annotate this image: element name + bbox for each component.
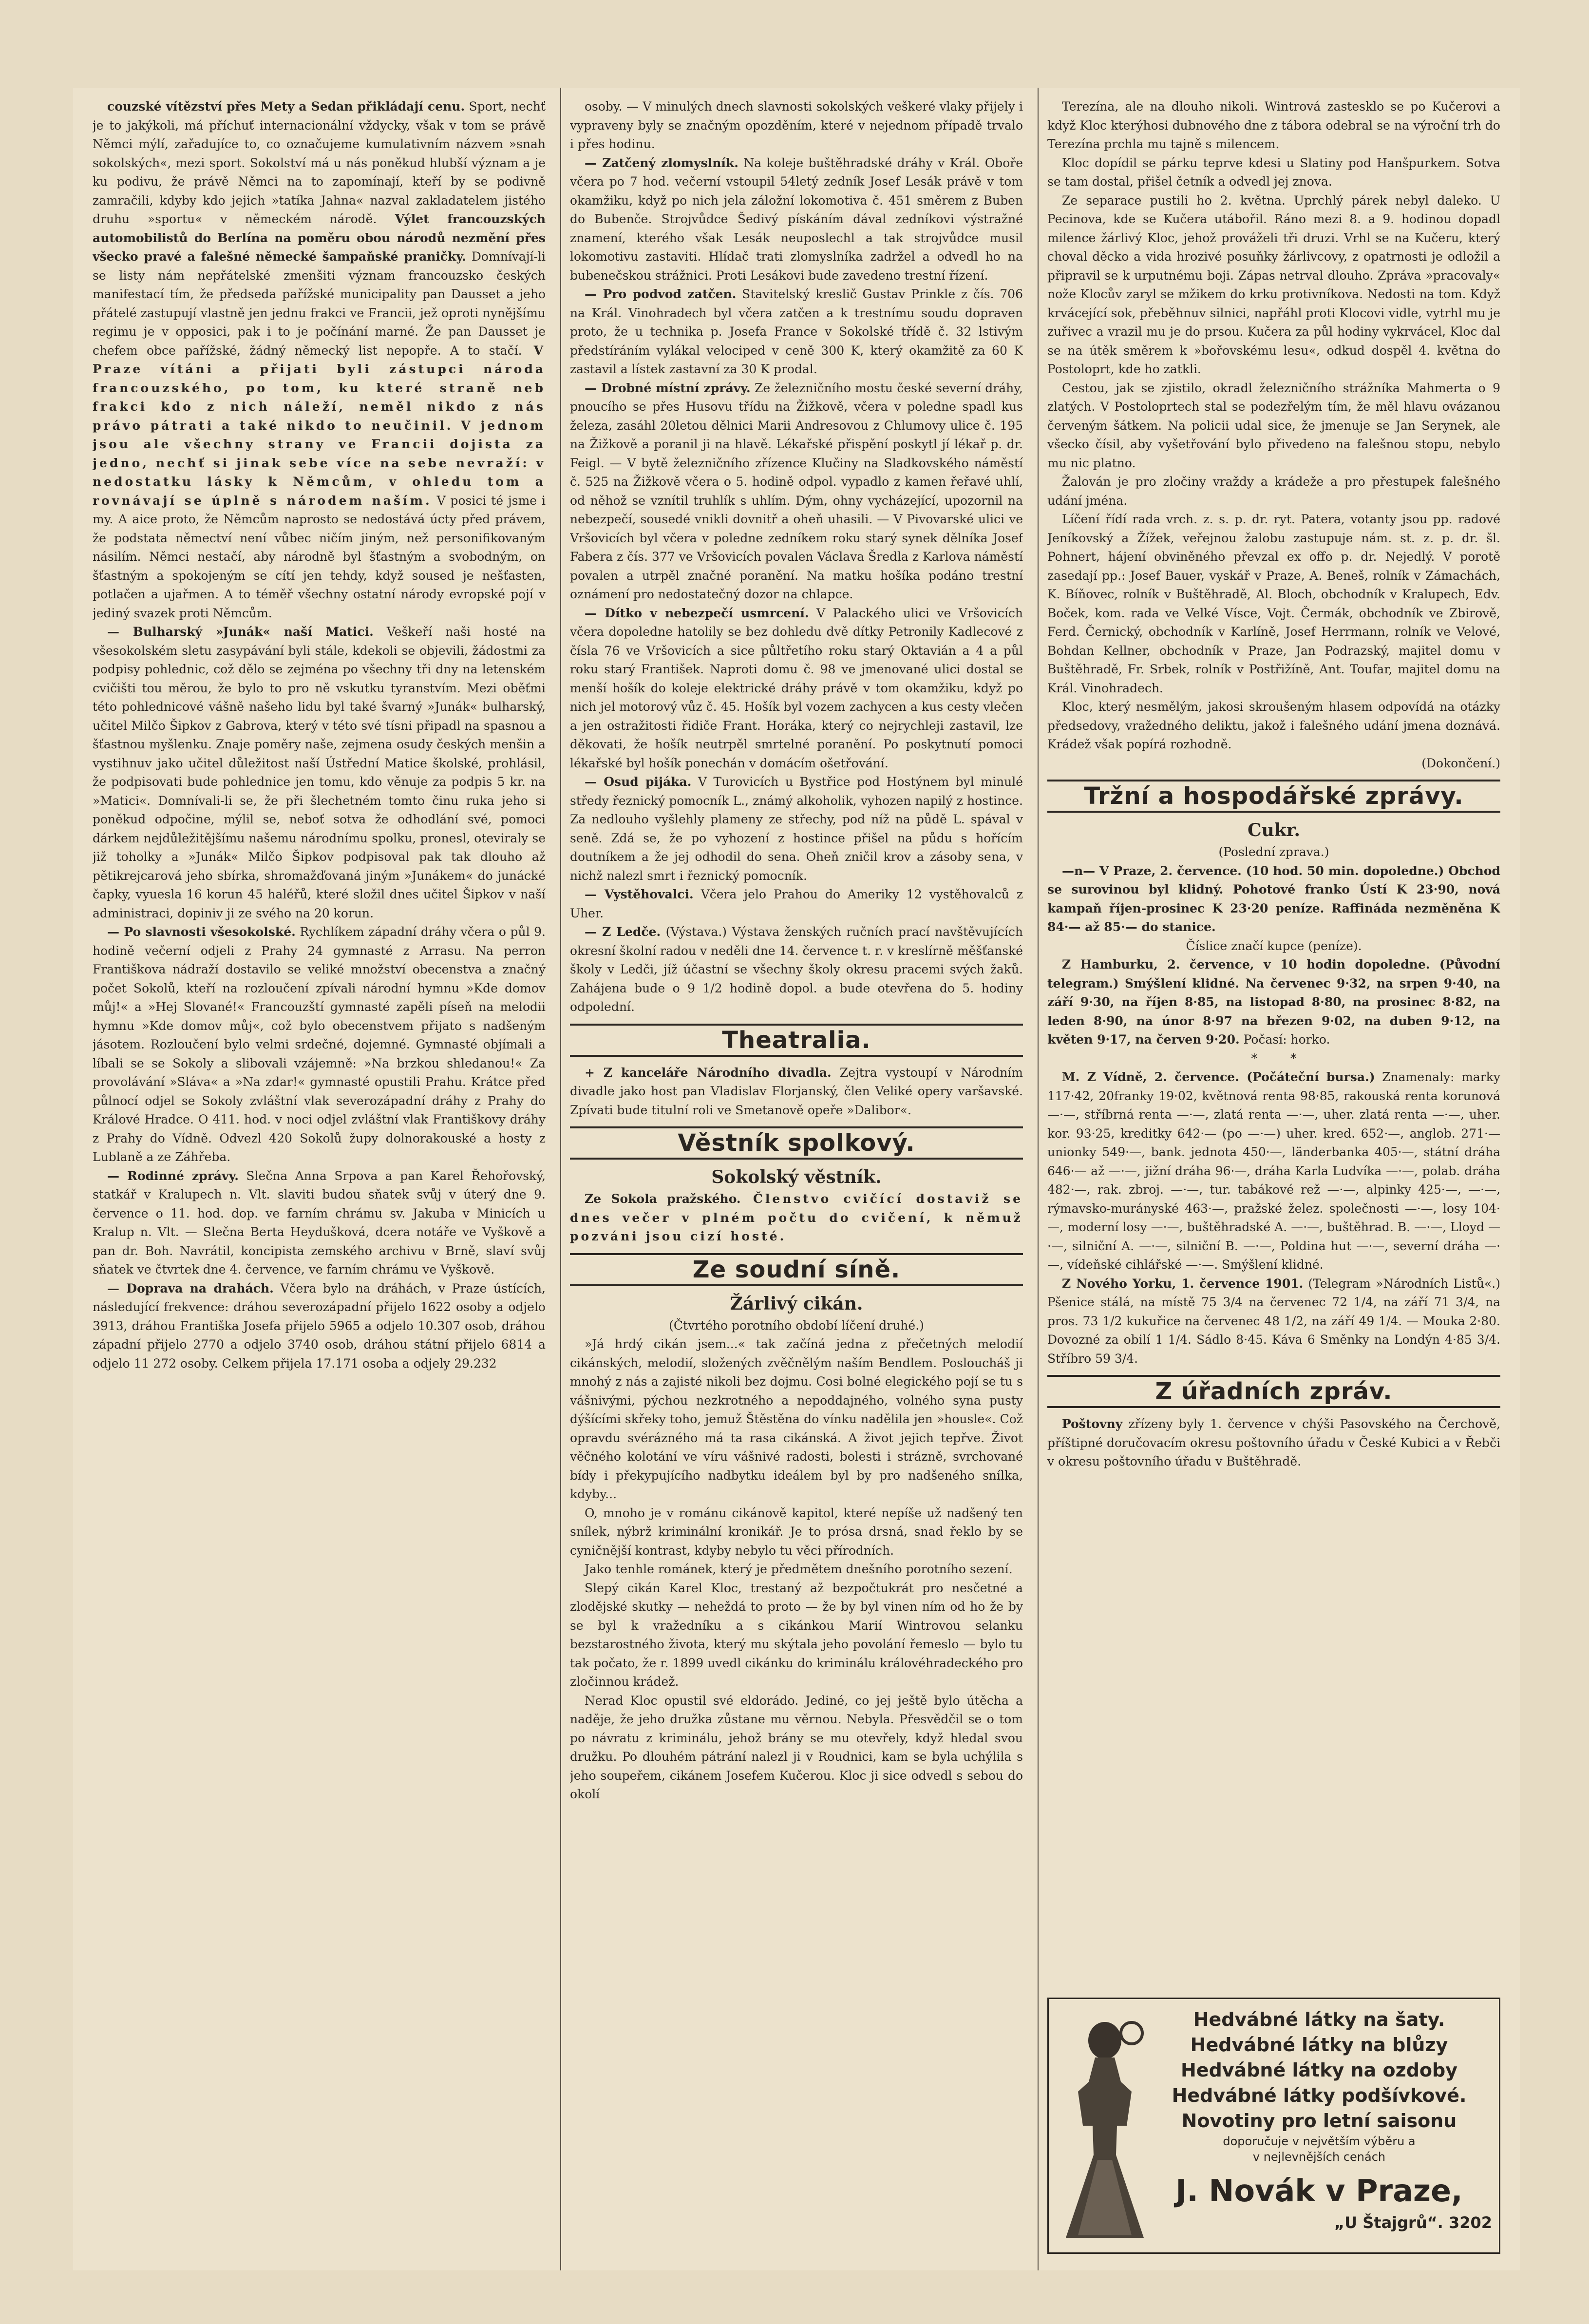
article-paragraph — [570, 97, 1023, 154]
section-heading: Tržní a hospodářské zprávy. — [1047, 780, 1500, 813]
ad-line-1: Hedvábné látky na šaty. — [1193, 2009, 1445, 2030]
continuation-note: (Dokončení.) — [1421, 756, 1500, 770]
body-text: V Palackého ulici ve Vršovicích včera dopoledne hatolily se bez dohledu dvě dítky Petronily Kadlecové z čísla 76 ve Vršovicích a sice půltřetího roku starý Oktavián a 4 a půl roku starý František. Naproti domu č. 98 ve jmenované ulici dostal se menší hošík do koleje elektrické dráhy právě v tom okamžiku, když po nich jel motorový vůz č. 45. Hošík byl vozem zachycen a kus cesty vlečen a jen ostražitosti řidiče Frant. Horáka, který co nejrychleji zastavil, lze děkovati, že hošík neutrpěl smrtelné poranění. Po poskytnutí pomoci lékařské byl hošík ponechán v domácím ošetřování. — [570, 606, 1023, 770]
bold-text: Výlet francouzských automobilistů do Berlína na poměru obou národů nezmění přes všecko pravé a falešné německé šampaňské praničky. — [93, 212, 546, 264]
body-text: Jako tenhle románek, který je předmětem dnešního porotního sezení. — [585, 1562, 1013, 1576]
article-paragraph — [93, 1279, 546, 1373]
bold-text: couzské vítězství přes Mety a Sedan přikládají cenu. — [107, 99, 465, 114]
body-text: Nerad Kloc opustil své eldorádo. Jediné, co jej ještě bylo útěcha a naděje, že jeho družka zůstane mu věrnou. Nebyla. Přesvědčil se o tom po návratu z kriminálu, jehož brány se mu otevřely, když hledal svou družku. Po dlouhém pátrání nalezl ji v Roudnici, kam se byla uchýlila s jeho soupeřem, cikánem Josefem Kučerou. Kloc ji sice odvedl s sebou do okolí — [570, 1693, 1023, 1801]
ad-line-4: Hedvábné látky podšívkové. — [1172, 2085, 1467, 2106]
article-paragraph — [1047, 473, 1500, 510]
article-paragraph — [570, 923, 1023, 1017]
article-headline: + Z kanceláře Národního divadla. — [585, 1065, 832, 1080]
body-text: Cestou, jak se zjistilo, okradl železničního strážníka Mahmerta o 9 zlatých. V Postoloprtech stal se podezřelým tím, že měl hlavu ovázanou červeným šátkem. Na policii udal sice, že jmenuje se Jan Serynek, ale všecko čísil, aby vyšetřování bylo přivedeno na falešnou stopu, nebylo mu nic platno. — [1047, 381, 1500, 470]
body-text: Terezína, ale na dlouho nikoli. Wintrová zastesklo se po Kučerovi a když Kloc kterýhosi dubnového dne z tábora odebral se na výroční trh do Terezína prchla mu tajně s milencem. — [1047, 99, 1500, 151]
article-headline: —n— V Praze, 2. července. (10 hod. 50 min. dopoledne.) — [1062, 863, 1444, 878]
sub-heading: Žárlivý cikán. — [730, 1293, 863, 1314]
article-paragraph — [570, 1064, 1023, 1120]
article-paragraph — [570, 1579, 1023, 1692]
article-headline: — Vystěhovalci. — [585, 887, 694, 901]
star-separator: * * — [1251, 1051, 1311, 1066]
column-rule-2 — [1038, 88, 1039, 2270]
section-heading: Věstník spolkový. — [570, 1126, 1023, 1160]
body-text: Slepý cikán Karel Kloc, trestaný až bezpočtukrát pro nesčetné a zlodějské skutky — neheždá to proto — že by byl vinen ním od ho že by se byl k vražedníku a s cikánkou Marií Wintrovou selanku bezstarostného života, který mu skýtala jeho povolání řemeslo — bylo tu tak počato, že r. 1899 uvedl cikánku do kriminálu královéhradeckého pro zločinnou krádež. — [570, 1581, 1023, 1689]
ad-line-2: Hedvábné látky na blůzy — [1190, 2034, 1448, 2056]
article-paragraph — [1047, 1068, 1500, 1275]
body-text: zřízeny byly 1. července v chýši Pasovského na Čerchově, příštipné doručovacím okresu poštovního úřadu v České Kubici a v Řebči v okresu poštovního úřadu v Buštěhradě. — [1047, 1417, 1500, 1468]
body-text: Žalován je pro zločiny vraždy a krádeže a pro přestupek falešného udání jména. — [1047, 475, 1500, 508]
article-headline: — Drobné místní zprávy. — [585, 381, 751, 395]
bold-text: Obchod se surovinou byl klidný. Pohotové franko Ústí K 23·90, nová kampaň říjen-prosinec K 23·20 peníze. Raffináda nezměněna K 84·— až 85·— do stanice. — [1047, 863, 1500, 934]
body-text: Ze železničního mostu české severní dráhy, pnoucího se přes Husovu třídu na Žižkově, včera v poledne spadl kus železa, zasáhl 20letou dělnici Marii Andresovou z Chlumovy ulice č. 195 na Žižkově a poranil ji na hlavě. Lékařské přispění poskytl jí lékař p. dr. Feigl. — V bytě železničního zřízence Klučiny na Sladkovského náměstí č. 525 na Žižkově včera o 5. hodině odpol. vypadlo z kamen řeřavé uhlí, od něhož se vznítil truhlík s uhlím. Dým, ohny vycházející, upozornil na nebezpečí, sousedé vnikli dovnitř a oheň uhasili. — V Pivovarské ulici ve Vršovicích byl včera v poledne zedníkem roku starý synek dělníka Josef Fabera z čís. 377 ve Vršovicích povalen Václava Šredla z Karlova náměstí povalen a utrpěl značné poranění. Na matku hošíka podáno trestní oznámení pro nedostatečný dozor na chlapce. — [570, 381, 1023, 601]
dress-figure-icon — [1059, 2014, 1151, 2243]
body-text: Počasí: horko. — [1239, 1032, 1330, 1047]
body-text: Včera bylo na dráhách, v Praze ústících, následující frekvence: dráhou severozápadní přijelo 1622 osoby a odjelo 3913, dráhou Františka Josefa přijelo 5965 a odjelo 10.307 osob, dráhou západní přijelo 2770 a odjelo 3740 osob, dráhou státní přijelo 6814 a odjelo 11 272 osoby. Celkem přijela 17.171 osoba a odjely 29.232 — [93, 1281, 546, 1371]
article-paragraph — [1047, 1415, 1500, 1471]
body-text: »Já hrdý cikán jsem...« tak začíná jedna z přečetných melodií cikánských, melodií, složených zvěčnělým naším Bendlem. Posloucháš ji mnohý z nás a zajisté nikoli bez dojmu. Cosi bolné elegického pojí se tu s vášnivými, pýchou nezkrotného a nepoddajného, volného syna pusty dýšícími skřeky toho, jemuž Štěstěna do vínku nadělila jen »housle«. — [570, 1337, 1023, 1426]
article-paragraph — [570, 285, 1023, 379]
centered-note: Číslice značí kupce (peníze). — [1186, 938, 1362, 953]
section-heading: Z úřadních zpráv. — [1047, 1375, 1500, 1408]
bold-text: Smýšlení klidné. Na červenec 9·32, na srpen 9·40, na září 9·30, na říjen 8·85, na listopad 8·80, na prosinec 8·82, na leden 8·90, na únor 8·97 na březen 9·02, na duben 9·12, na květen 9·17, na červen 9·20. — [1047, 976, 1500, 1047]
article-paragraph — [570, 1504, 1023, 1561]
spaced-emphasis-text: V Praze vítáni a přijati byli zástupci národa francouzského, po tom, ku které straně neb frakci kdo z nich náleží, neměl nikdo z nás právo pátrati a také nikdo to neučinil. — [93, 343, 546, 433]
advertisement-novak — [1047, 1998, 1500, 2254]
article-headline: — Zatčený zlomyslník. — [585, 155, 738, 170]
column-2 — [570, 97, 1023, 1804]
article-headline: Ze Sokola pražského. — [585, 1192, 741, 1206]
article-paragraph — [570, 1560, 1023, 1579]
article-paragraph — [1047, 191, 1500, 379]
article-headline: — Osud pijáka. — [585, 775, 692, 789]
ad-footer: „U Štajgrů“. 3202 — [1334, 2213, 1492, 2232]
section-heading: Ze soudní síně. — [570, 1253, 1023, 1286]
body-text: Znamenaly: marky 117·42, 20franky 19·02, květnová renta 98·85, rakouská renta korunová —·—, stříbrná renta —·—, zlatá renta —·—, uher. zlatá renta —·—, uher. kor. 93·25, kreditky 642·— (po —·—) uher. kred. 652·—, anglob. 271·— unionky 549·—, bank. jednota 450·—, länderbanka 405·—, státní dráha 646·— až —·—, jižní dráha 96·—, dráha Karla Ludvíka —·—, polab. dráha 482·—, rak. zbroj. —·—, tur. tabákové rež —·—, alpinky 425·—, —·—, rýmavsko-murányské 463·—, pražské želez. společnosti —·—, losy 104·—, moderní losy —·—, buštěhradské A. —·—, buštěhrad. B. —·—, Lloyd —·—, silniční A. —·—, silniční B. —·—, Poldina hut —·—, severní dráha —·—, vídeňské cihlářské —·—. Smýšlení klidné. — [1047, 1070, 1500, 1272]
article-paragraph — [570, 1190, 1023, 1246]
article-headline: — Bulharský »Junák« naší Matici. — [107, 625, 374, 639]
article-headline: — Po slavnosti všesokolské. — [107, 925, 296, 939]
article-headline: Z Hamburku, 2. července, v 10 hodin dopoledne. (Původní telegram.) — [1047, 957, 1500, 991]
article-paragraph — [1047, 154, 1500, 191]
body-text: Rychlíkem západní dráhy včera o půl 9. hodině večerní odjeli z Prahy 24 gymnasté z Arrasu. Na perron Františkova nádraží dostavilo se veliké množství obecenstva a značný počet Sokolů, kteří na rozloučení zpívali národní hymnu »Kde domov můj!« a »Hej Slované!« Francouzští gymnasté zapěli píseň na melodii hymnu »Kde domov můj«, což bylo obecenstvem přijato s nadšeným jásotem. Rozloučení bylo velmi srdečné, dojemné. Gymnasté objímali a líbali se se Sokoly a slibovali vzájemně: »Na brzkou shledanou!« Za provolávání »Sláva« a »Na zdar!« gymnasté opustili Prahu. Krátce před půlnocí odjel se Sokoly zvláštní vlak severozápadní dráhy z Prahy do Králové Hradce. O 411. hod. v noci odjel zvláštní vlak Františkovy dráhy z Prahy do Vídně. Odvezl 420 Sokolů župy dolnorakouské a hosty z Lublaně a ze Záhřeba. — [93, 925, 546, 1164]
ad-sub-1: doporučuje v největším výběru a — [1223, 2134, 1416, 2148]
sub-heading: Cukr. — [1248, 820, 1300, 840]
article-paragraph — [1047, 510, 1500, 698]
article-paragraph — [570, 1335, 1023, 1504]
body-text: Sport, nechť je to jakýkoli, má příchuť internacionální vždycky, však v tom se právě Němci mýlí, zařadujíce to, co označujeme kumulativním názvem »snah sokolských«, mezi sport. Sokolství má u nás poněkud hlubší význam a je ku podivu, že právě Němci na to zapomínají, kteří by se podivně zamračili, kdyby kdo jejich »tatíka Jahna« nazval zakladatelem jistého druhu »sportu« v německém národě. — [93, 99, 546, 226]
article-paragraph — [93, 923, 546, 1167]
article-paragraph — [1047, 698, 1500, 754]
newspaper-page — [73, 88, 1520, 2270]
article-paragraph — [1047, 862, 1500, 937]
article-paragraph — [93, 623, 546, 923]
body-text: Slečna Anna Srpova a pan Karel Řehořovský, statkář v Kralupech n. Vlt. slaviti budou sňatek svůj v úterý dne 9. července o 11. hod. dop. ve farním chrámu sv. Jakuba v Minicích u Kralup n. Vlt. — Slečna Berta Heydušková, dcera notáře ve Vyškově a pan dr. Boh. Navrátil, koncipista zemského archivu v Brně, slaví svůj sňatek ve čtvrtek dne 4. července, ve farním chrámu ve Vyškově. — [93, 1168, 546, 1276]
article-headline: — Doprava na drahách. — [107, 1281, 274, 1295]
body-text: Domnívají-li se listy nám nepřátelské zmenšiti význam francouzsko českých manifestací tím, že předseda pařížské municipality pan Dausset a jeho přátelé zastupují vlastně jen jednu frakci ve Francii, jež oproti nynějšímu regimu je v opposici, pak i to je počínání marné. Že pan Dausset je chefem obce pařížské, žádný německý list nepopře. A to stačí. — [93, 249, 546, 358]
article-paragraph — [93, 1167, 546, 1279]
article-paragraph — [570, 1692, 1023, 1804]
article-paragraph — [570, 773, 1023, 885]
sub-heading: Sokolský věstník. — [711, 1167, 882, 1187]
ad-sub-2: v nejlevnějších cenách — [1252, 2150, 1386, 2164]
article-headline: — Pro podvod zatčen. — [585, 287, 737, 301]
column-rule-1 — [560, 88, 561, 2270]
body-text: Kloc, který nesmělým, jakosi skroušeným hlasem odpovídá na otázky předsedovy, vražedného deliktu, jakož i falešného udání jmena doznává. Krádež však popírá rozhodně. — [1047, 700, 1500, 751]
body-text: Líčení řídí rada vrch. z. s. p. dr. ryt. Patera, votanty jsou pp. radové Jeníkovský a Žížek, veřejnou žalobu zastupuje nám. st. z. p. dr. šl. Pohnert, hájení obviněného převzal ex offo p. dr. Nejedlý. V porotě zasedají pp.: Josef Bauer, vyskář v Praze, A. Beneš, rolník v Zámachách, K. Bíňovec, rolník v Buštěhradě, Al. Bloch, obchodník v Kralupech, Edv. Boček, kom. rada ve Velké Vísce, Vojt. Čermák, obchodník ve Zbirově, Ferd. Černický, obchodník v Karlíně, Josef Herrmann, rolník ve Velové, Bohdan Kellner, obchodník v Praze, Jan Podrazský, majitel domu v Buštěhradě, Fr. Srbek, rolník v Postřižíně, Ant. Toufar, majitel domu na Král. Vinohradech. — [1047, 512, 1500, 695]
ad-company-name: J. Novák v Praze, — [1175, 2173, 1463, 2209]
article-headline: Poštovny — [1062, 1417, 1123, 1431]
body-text: O, mnoho je v románu cikánově kapitol, které nepíše už nadšený ten snílek, nýbrž kriminální kronikář. Je to prósa drsná, snad řeklo by se cyničnější kontrast, kdyby nebylo tu věci přírodních. — [570, 1505, 1023, 1558]
centered-note: (Čtvrtého porotního období líčení druhé.) — [669, 1318, 924, 1333]
body-text: Včera jelo Prahou do Ameriky 12 vystěhovalců z Uher. — [570, 887, 1023, 920]
body-text: Na koleje buštěhradské dráhy v Král. Oboře včera po 7 hod. večerní vstoupil 54letý zedník Josef Lesák právě v tom okamžiku, když po nich jela záložní lokomotiva č. 451 směrem z Buben do Bubenče. Strojvůdce Šedivý pískáním dával zedníkovi výstražné znamení, kterého však Lesák neuposlechl a tak strojvůdce musil lokomotivu zastaviti. Hlídač trati zlomyslníka zadržel a odvedl ho na bubenečskou strážnici. Proti Lesákovi bude zavedeno trestní řízení. — [570, 155, 1023, 283]
article-paragraph — [1047, 97, 1500, 154]
body-text: Veškeří naši hosté na všesokolském sletu zasypávání byli stále, kdekoli se objevili, žádostmi za podpisy pohlednic, což dělo se zejména po všechny tři dny na letenském cvičišti tou měrou, že bylo to pro ně vskutku tyranstvím. Mezi oběťmi této pohlednicové vášně našeho lidu byl také švarný »Junák« bulharský, učitel Milčo Šipkov z Gabrova, který v této své tísni připadl na spasnou a šťastnou myšlenku. Znaje poměry naše, zejmena osudy českých menšin a vystihnuv jako učitel důležitost naší Ústřední Matice školské, prohlásil, že podpisovati bude pohlednice jen tomu, kdo věnuje za podpis 5 kr. na »Matici«. Domnívali-li se, že při šlechetném tomto činu ruka jeho si poněkud odpočine, mýlil se, neboť sotva že odhodlání své, pomoci dárkem nejdůležitějšímu našemu národnímu spolku, pronesl, oteviraly se již toholky a »Junák« Milčo Šipkov podpisoval pak tak dlouho až pětikrejcarová jeho sbírka, shromažďovaná jiným »Junákem« do junácké čapky, vyuesla 16 korun 45 haléřů, které složil dnes učitel Šipkov v naší administraci, dopiniv ji ze svého na 20 korun. — [93, 625, 546, 920]
body-text: (Výstava.) Výstava ženských ručních prací navštěvujících okresní školní radou v neděli dne 14. července t. r. v kreslírně měšťanské školy v Ledči, jíž účastní se všechny školy okresu pracemi svých žaků. Zahájena bude o 9 1/2 hodině dopol. a bude otevřena do 5. hodiny odpolední. — [570, 925, 1023, 1014]
article-headline: — Dítko v nebezpečí usmrcení. — [585, 606, 809, 620]
centered-note: (Poslední zprava.) — [1218, 845, 1329, 859]
spaced-emphasis-text: V jednom jsou ale všechny strany ve Francii dojista za jedno, nechť si jinak sebe více na sebe nevraží: v nedostatku lásky k Němcům, v ohledu tom a rovnávají se úplně s národem naším. — [93, 418, 546, 508]
body-text: Ze separace pustili ho 2. května. Uprchlý párek nebyl daleko. U Pecinova, kde se Kučera utábořil. Ráno mezi 8. a 9. hodinou dopadl milence žárlivý Kloc, jehož prováželi tři druzi. Vrhl se na Kučeru, který choval děcko a vida hrozivé posuňky žárlivcovy, z opatrnosti je odložil a připravil se k urputnému boji. Zápas netrval dlouho. Zpráva »pracovaly« nože Klocův zaryl se mžikem do krku protivníkova. Nedosti na tom. Když krvácející sok, přeběhnuv silnici, napřáhl proti Klocovi vidle, vytrhl mu je zuřivec a vrazil mu je do prsou. Kučera za půl hodiny vykrvácel, Kloc dal se na útěk směrem k »bořovskému lesu«, odkud dospěl 4. května do Postoloprt, kde ho zatkli. — [1047, 193, 1500, 376]
article-paragraph — [93, 97, 546, 623]
ad-line-5: Novotiny pro letní saisonu — [1181, 2110, 1457, 2132]
article-headline: — Rodinné zprávy. — [107, 1168, 239, 1183]
article-paragraph — [1047, 379, 1500, 473]
section-heading: Theatralia. — [570, 1024, 1023, 1057]
article-paragraph — [570, 604, 1023, 773]
body-text: Stavitelský kreslič Gustav Prinkle z čís. 706 na Král. Vinohradech byl včera zatčen a k trestnímu soudu dopraven proto, že u technika p. Josefa France v Sokolské třídě č. 32 lstivým předstíráním vylákal velociped v ceně 300 K, který okamžitě za 60 K zastavil a lístek zastavní za 30 K prodal. — [570, 287, 1023, 376]
body-text: V posici té jsme i my. A aice proto, že Němcům naprosto se nedostává úcty před právem, že podstata němectví není vůbec ničím jiným, než personifikovaným násilím. Němci nestačí, aby národně byl šťastným a svobodným, on šťastným a spokojeným se cítí jen tehdy, když soused je nešťasten, potlačen a ujařmen. A to téměř všechny ostatní národy evropské pojí v jediný svazek proti Němcům. — [93, 493, 546, 620]
article-paragraph — [570, 379, 1023, 604]
body-text: (Telegram »Národních Listů«.) Pšenice stálá, na místě 75 3/4 na červenec 72 1/4, na září 71 3/4, na pros. 73 1/2 kukuřice na červenec 48 1/2, na září 49 1/4. — Mouka 2·80. Dovozné za obilí 1 1/4. Sádlo 8·45. Káva 6 Směnky na Londýn 4·85 3/4. Stříbro 59 3/4. — [1047, 1276, 1500, 1366]
spaced-emphasis-text: Členstvo cvičící dostaviž se dnes večer v plném počtu do cvičení, k němuž pozváni jsou cizí hosté. — [570, 1192, 1023, 1243]
body-text: V Turovicích u Bystřice pod Hostýnem byl minulé středy řeznický pomocník L., známý alkoholik, vyhozen napilý z hostince. Za nedlouho vyšlehly plameny ze střechy, pod níž na půdě L. spával v seně. Zdá se, že po vyhození z hostince přišel na půdu s hořícím doutníkem a že jej odhodil do sena. Oheň zničil krov a zásoby sena, v nichž nalezl smrt i řeznický pomocník. — [570, 775, 1023, 883]
article-headline: M. Z Vídně, 2. července. (Počáteční bursa.) — [1062, 1070, 1375, 1084]
article-headline: — Z Ledče. — [585, 925, 661, 939]
body-text: Kloc dopídil se párku teprve kdesi u Slatiny pod Hanšpurkem. Sotva se tam dostal, přišel četník a odvedl jej znova. — [1047, 155, 1500, 189]
ad-line-3: Hedvábné látky na ozdoby — [1181, 2059, 1457, 2081]
article-headline: Z Nového Yorku, 1. července 1901. — [1062, 1276, 1304, 1291]
column-1 — [93, 97, 546, 1373]
body-text: Což opravdu svérázného má ta rasa cikánská. A život jejich tepřve. Život věčného kolotání ve víru vášnivé radosti, bolesti i strázně, svrchované bídy i překypujícího nadbytku ideálem byl by pro nadšeného snílka, kdyby... — [570, 1412, 1023, 1501]
article-paragraph — [1047, 1275, 1500, 1369]
article-paragraph — [1047, 955, 1500, 1049]
body-text: Zejtra vystoupí v Národním divadle jako host pan Vladislav Florjanský, člen Veliké opery varšavské. Zpívati bude titulní roli ve Smetanově opeře »Dalibor«. — [570, 1065, 1023, 1117]
body-text: osoby. — V minulých dnech slavnosti sokolských veškeré vlaky přijely i vypraveny byly se značným opozděním, které v nejednom případě trvalo i přes hodinu. — [570, 99, 1023, 151]
article-paragraph — [570, 885, 1023, 923]
article-paragraph — [570, 154, 1023, 286]
column-3 — [1047, 97, 1500, 1993]
